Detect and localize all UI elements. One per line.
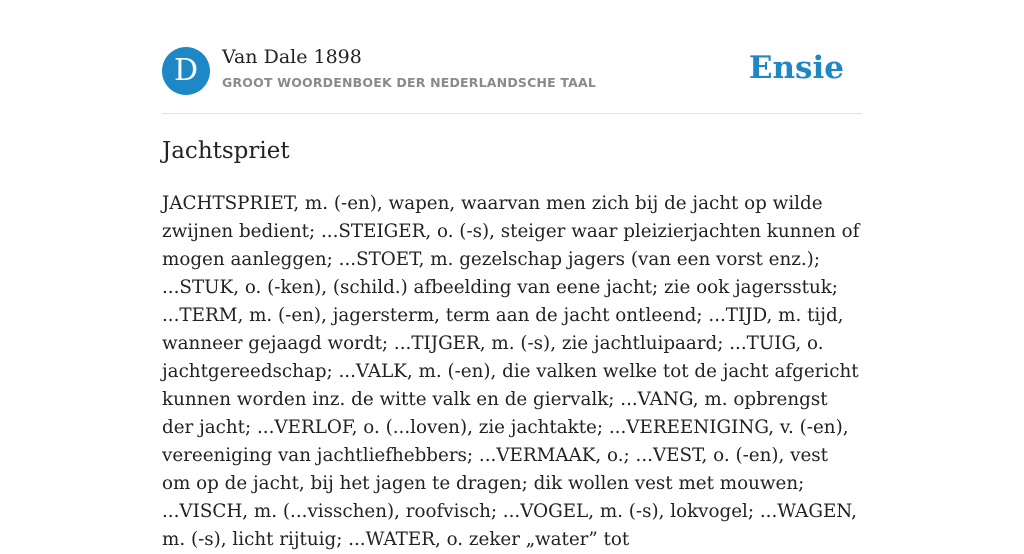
source-avatar[interactable]: D	[162, 47, 210, 95]
page-container	[162, 0, 862, 550]
brand-logo[interactable]: Ensie	[748, 50, 844, 86]
source-title[interactable]: Van Dale 1898	[222, 46, 362, 68]
entry-definition: JACHTSPRIET, m. (-en), wapen, waarvan men zich bij de jacht op wilde zwijnen bedient; ...STEIGER, o. (-s), steiger waar pleizierjachten kunnen of mogen aanleggen; ...STOET, m. gezelschap jagers (van een vorst enz.); ...STUK, o. (-ken), (schild.) afbeelding van eene jacht; zie ook jagersstuk; ...TERM, m. (-en), jagersterm, term aan de jacht ontleend; ...TIJD, m. tijd, wanneer gejaagd wordt; ...TIJGER, m. (-s), zie jachtluipaard; ...TUIG, o. jachtgereedschap; ...VALK, m. (-en), die valken welke tot de jacht afgericht kunnen worden inz. de witte valk en de giervalk; ...VANG, m. opbrengst der jacht; ...VERLOF, o. (...loven), zie jachtakte; ...VEREENIGING, v. (-en), vereeniging van jachtliefhebbers; ...VERMAAK, o.; ...VEST, o. (-en), vest om op de jacht, bij het jagen te dragen; dik wollen vest met mouwen; ...VISCH, m. (...visschen), roofvisch; ...VOGEL, m. (-s), lokvogel; ...WAGEN, m. (-s), licht rijtuig; ...WATER, o. zeker „water” tot	[162, 193, 860, 550]
source-header	[162, 0, 862, 114]
entry-title: Jachtspriet	[162, 138, 290, 164]
source-subtitle: GROOT WOORDENBOEK DER NEDERLANDSCHE TAAL	[222, 75, 597, 90]
